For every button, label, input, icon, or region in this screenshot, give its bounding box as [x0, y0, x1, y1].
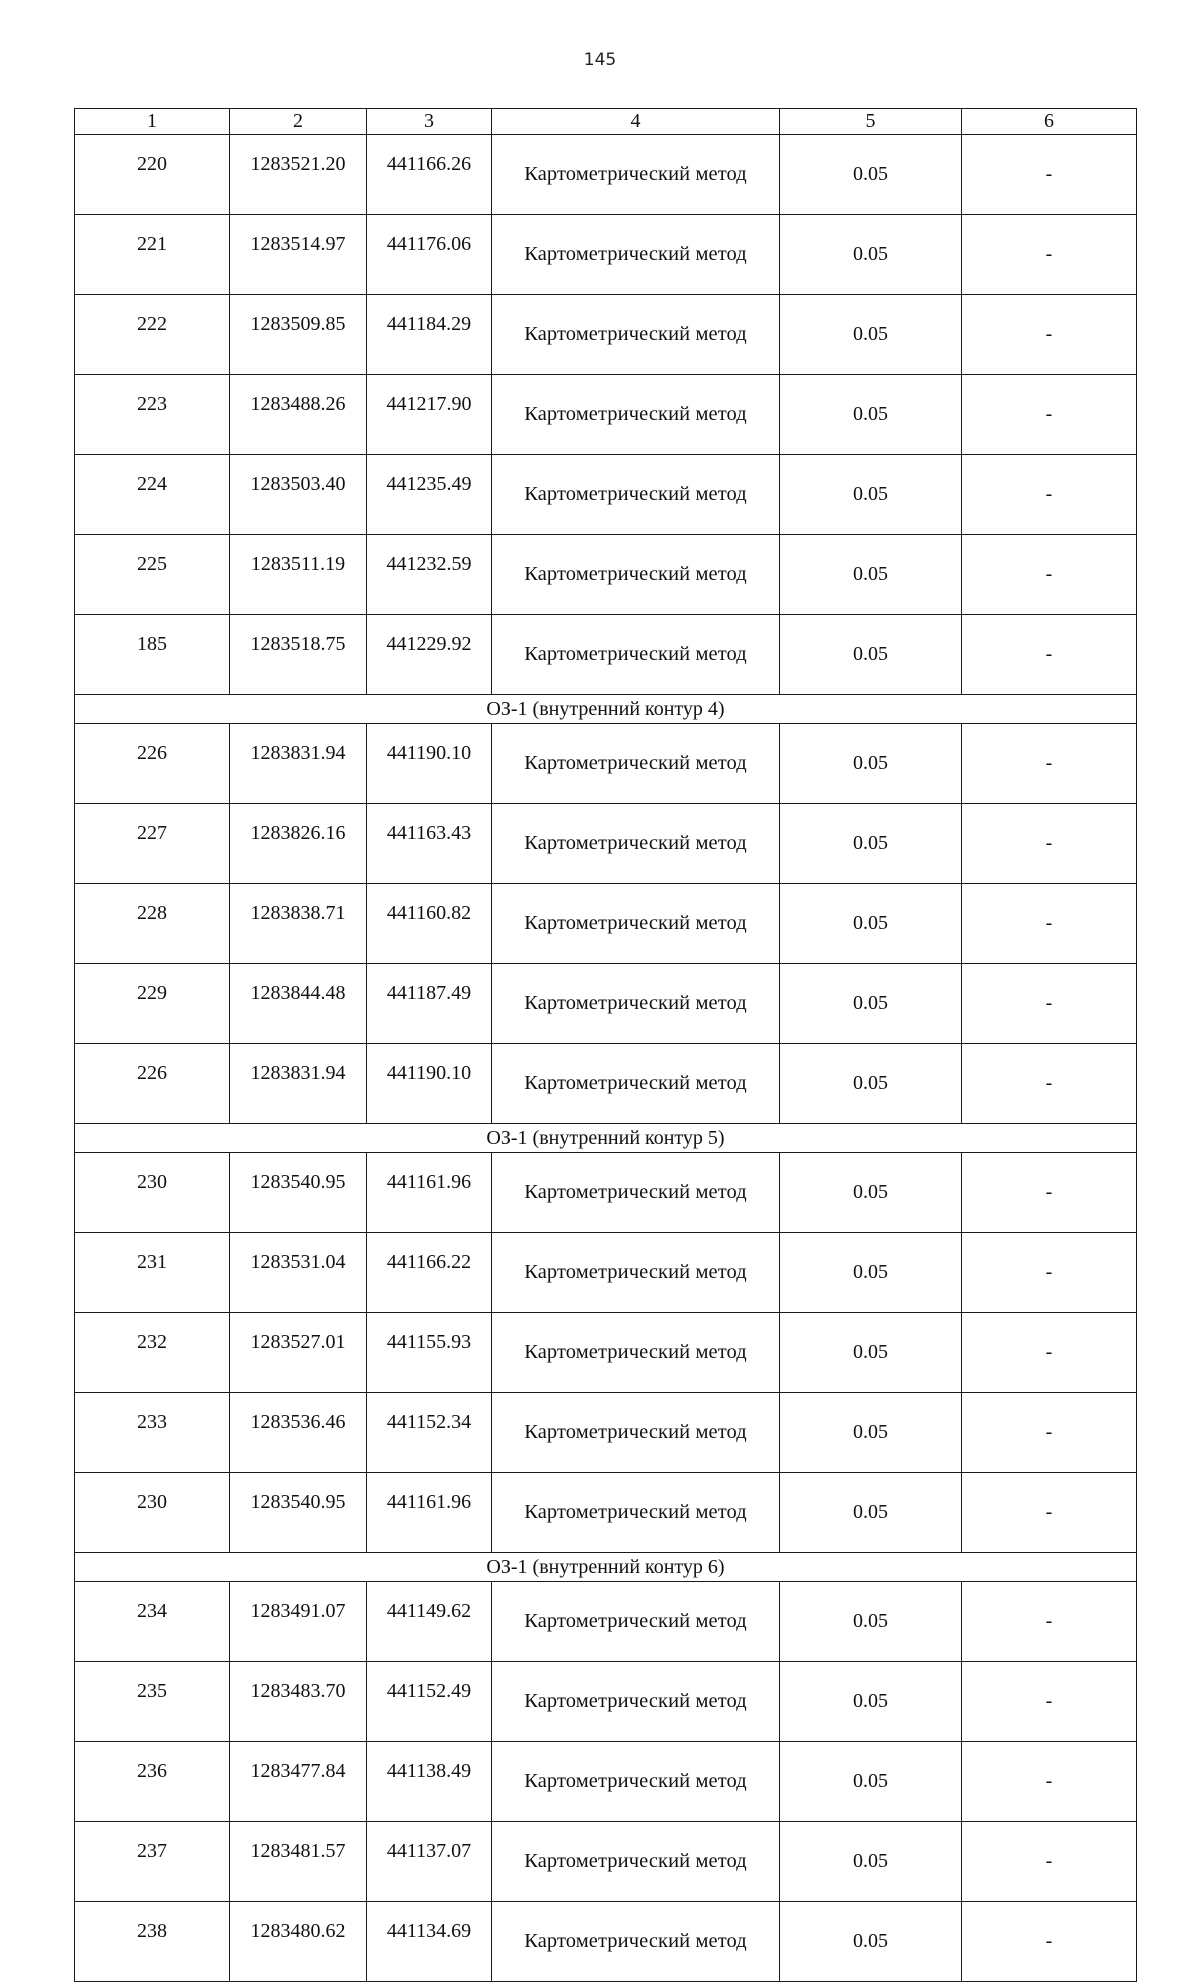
point-number-cell: 234 [75, 1582, 230, 1662]
table-row [75, 964, 1137, 1044]
accuracy-cell: 0.05 [780, 135, 962, 215]
x-coordinate-cell: 1283491.07 [230, 1582, 367, 1662]
point-number-cell: 222 [75, 295, 230, 375]
description-cell: - [962, 375, 1137, 455]
accuracy-cell: 0.05 [780, 455, 962, 535]
method-cell: Картометрический метод [492, 535, 780, 615]
y-coordinate-cell: 441166.22 [367, 1233, 492, 1313]
y-coordinate-cell: 441155.93 [367, 1313, 492, 1393]
y-coordinate-cell: 441149.62 [367, 1582, 492, 1662]
method-cell: Картометрический метод [492, 1902, 780, 1982]
description-cell: - [962, 215, 1137, 295]
y-coordinate-cell: 441217.90 [367, 375, 492, 455]
x-coordinate-cell: 1283503.40 [230, 455, 367, 535]
x-coordinate-cell: 1283838.71 [230, 884, 367, 964]
method-cell: Картометрический метод [492, 804, 780, 884]
accuracy-cell: 0.05 [780, 804, 962, 884]
description-cell: - [962, 615, 1137, 695]
accuracy-cell: 0.05 [780, 1582, 962, 1662]
description-cell: - [962, 964, 1137, 1044]
column-header: 6 [962, 109, 1137, 135]
accuracy-cell: 0.05 [780, 724, 962, 804]
point-number-cell: 185 [75, 615, 230, 695]
x-coordinate-cell: 1283540.95 [230, 1473, 367, 1553]
y-coordinate-cell: 441161.96 [367, 1153, 492, 1233]
y-coordinate-cell: 441232.59 [367, 535, 492, 615]
table-row [75, 615, 1137, 695]
accuracy-cell: 0.05 [780, 1902, 962, 1982]
point-number-cell: 225 [75, 535, 230, 615]
point-number-cell: 221 [75, 215, 230, 295]
x-coordinate-cell: 1283509.85 [230, 295, 367, 375]
column-header: 2 [230, 109, 367, 135]
description-cell: - [962, 295, 1137, 375]
table-row [75, 1742, 1137, 1822]
table-row [75, 215, 1137, 295]
x-coordinate-cell: 1283527.01 [230, 1313, 367, 1393]
table-row [75, 1153, 1137, 1233]
column-header: 5 [780, 109, 962, 135]
point-number-cell: 237 [75, 1822, 230, 1902]
table-row [75, 724, 1137, 804]
accuracy-cell: 0.05 [780, 1473, 962, 1553]
table-row [75, 455, 1137, 535]
y-coordinate-cell: 441160.82 [367, 884, 492, 964]
method-cell: Картометрический метод [492, 1153, 780, 1233]
description-cell: - [962, 1233, 1137, 1313]
accuracy-cell: 0.05 [780, 1822, 962, 1902]
x-coordinate-cell: 1283831.94 [230, 724, 367, 804]
y-coordinate-cell: 441137.07 [367, 1822, 492, 1902]
description-cell: - [962, 1902, 1137, 1982]
section-title-row [75, 1124, 1137, 1153]
accuracy-cell: 0.05 [780, 615, 962, 695]
table-row [75, 1393, 1137, 1473]
table-row [75, 1822, 1137, 1902]
accuracy-cell: 0.05 [780, 215, 962, 295]
description-cell: - [962, 1822, 1137, 1902]
table-row [75, 1044, 1137, 1124]
x-coordinate-cell: 1283481.57 [230, 1822, 367, 1902]
point-number-cell: 226 [75, 724, 230, 804]
method-cell: Картометрический метод [492, 1582, 780, 1662]
x-coordinate-cell: 1283518.75 [230, 615, 367, 695]
method-cell: Картометрический метод [492, 884, 780, 964]
method-cell: Картометрический метод [492, 964, 780, 1044]
method-cell: Картометрический метод [492, 295, 780, 375]
table-row [75, 1313, 1137, 1393]
accuracy-cell: 0.05 [780, 884, 962, 964]
description-cell: - [962, 1662, 1137, 1742]
y-coordinate-cell: 441235.49 [367, 455, 492, 535]
table-row [75, 1902, 1137, 1982]
description-cell: - [962, 1313, 1137, 1393]
column-header: 3 [367, 109, 492, 135]
method-cell: Картометрический метод [492, 1473, 780, 1553]
accuracy-cell: 0.05 [780, 1044, 962, 1124]
point-number-cell: 238 [75, 1902, 230, 1982]
y-coordinate-cell: 441161.96 [367, 1473, 492, 1553]
accuracy-cell: 0.05 [780, 1313, 962, 1393]
y-coordinate-cell: 441138.49 [367, 1742, 492, 1822]
point-number-cell: 220 [75, 135, 230, 215]
point-number-cell: 224 [75, 455, 230, 535]
description-cell: - [962, 884, 1137, 964]
method-cell: Картометрический метод [492, 724, 780, 804]
section-title-row [75, 695, 1137, 724]
accuracy-cell: 0.05 [780, 535, 962, 615]
point-number-cell: 233 [75, 1393, 230, 1473]
method-cell: Картометрический метод [492, 1742, 780, 1822]
column-header: 1 [75, 109, 230, 135]
description-cell: - [962, 455, 1137, 535]
x-coordinate-cell: 1283826.16 [230, 804, 367, 884]
method-cell: Картометрический метод [492, 1313, 780, 1393]
accuracy-cell: 0.05 [780, 1393, 962, 1473]
accuracy-cell: 0.05 [780, 964, 962, 1044]
x-coordinate-cell: 1283511.19 [230, 535, 367, 615]
description-cell: - [962, 804, 1137, 884]
x-coordinate-cell: 1283844.48 [230, 964, 367, 1044]
method-cell: Картометрический метод [492, 615, 780, 695]
description-cell: - [962, 1153, 1137, 1233]
method-cell: Картометрический метод [492, 1662, 780, 1742]
description-cell: - [962, 1473, 1137, 1553]
x-coordinate-cell: 1283488.26 [230, 375, 367, 455]
x-coordinate-cell: 1283531.04 [230, 1233, 367, 1313]
accuracy-cell: 0.05 [780, 295, 962, 375]
table-row [75, 884, 1137, 964]
description-cell: - [962, 1044, 1137, 1124]
method-cell: Картометрический метод [492, 1822, 780, 1902]
section-title: ОЗ-1 (внутренний контур 6) [75, 1553, 1137, 1582]
point-number-cell: 236 [75, 1742, 230, 1822]
x-coordinate-cell: 1283536.46 [230, 1393, 367, 1473]
section-title-row [75, 1553, 1137, 1582]
point-number-cell: 231 [75, 1233, 230, 1313]
point-number-cell: 223 [75, 375, 230, 455]
table-row [75, 295, 1137, 375]
method-cell: Картометрический метод [492, 215, 780, 295]
point-number-cell: 230 [75, 1153, 230, 1233]
accuracy-cell: 0.05 [780, 1233, 962, 1313]
y-coordinate-cell: 441187.49 [367, 964, 492, 1044]
description-cell: - [962, 1742, 1137, 1822]
y-coordinate-cell: 441152.49 [367, 1662, 492, 1742]
y-coordinate-cell: 441190.10 [367, 724, 492, 804]
description-cell: - [962, 1393, 1137, 1473]
point-number-cell: 227 [75, 804, 230, 884]
y-coordinate-cell: 441229.92 [367, 615, 492, 695]
section-title: ОЗ-1 (внутренний контур 4) [75, 695, 1137, 724]
point-number-cell: 232 [75, 1313, 230, 1393]
x-coordinate-cell: 1283540.95 [230, 1153, 367, 1233]
y-coordinate-cell: 441163.43 [367, 804, 492, 884]
x-coordinate-cell: 1283831.94 [230, 1044, 367, 1124]
column-header: 4 [492, 109, 780, 135]
method-cell: Картометрический метод [492, 375, 780, 455]
description-cell: - [962, 535, 1137, 615]
table-row [75, 1233, 1137, 1313]
coordinates-table [74, 108, 1137, 1982]
point-number-cell: 230 [75, 1473, 230, 1553]
y-coordinate-cell: 441176.06 [367, 215, 492, 295]
y-coordinate-cell: 441190.10 [367, 1044, 492, 1124]
point-number-cell: 226 [75, 1044, 230, 1124]
accuracy-cell: 0.05 [780, 1153, 962, 1233]
y-coordinate-cell: 441134.69 [367, 1902, 492, 1982]
y-coordinate-cell: 441152.34 [367, 1393, 492, 1473]
method-cell: Картометрический метод [492, 455, 780, 535]
point-number-cell: 228 [75, 884, 230, 964]
method-cell: Картометрический метод [492, 1044, 780, 1124]
table-header-row [75, 109, 1137, 135]
x-coordinate-cell: 1283477.84 [230, 1742, 367, 1822]
y-coordinate-cell: 441184.29 [367, 295, 492, 375]
x-coordinate-cell: 1283514.97 [230, 215, 367, 295]
description-cell: - [962, 1582, 1137, 1662]
y-coordinate-cell: 441166.26 [367, 135, 492, 215]
method-cell: Картометрический метод [492, 1233, 780, 1313]
table-body [75, 109, 1137, 1982]
accuracy-cell: 0.05 [780, 375, 962, 455]
table-row [75, 1473, 1137, 1553]
table-row [75, 375, 1137, 455]
method-cell: Картометрический метод [492, 135, 780, 215]
description-cell: - [962, 724, 1137, 804]
method-cell: Картометрический метод [492, 1393, 780, 1473]
x-coordinate-cell: 1283521.20 [230, 135, 367, 215]
x-coordinate-cell: 1283480.62 [230, 1902, 367, 1982]
table-row [75, 1582, 1137, 1662]
table-row [75, 135, 1137, 215]
section-title: ОЗ-1 (внутренний контур 5) [75, 1124, 1137, 1153]
page-number: 145 [583, 50, 617, 70]
accuracy-cell: 0.05 [780, 1662, 962, 1742]
accuracy-cell: 0.05 [780, 1742, 962, 1822]
point-number-cell: 229 [75, 964, 230, 1044]
table-row [75, 1662, 1137, 1742]
table-row [75, 804, 1137, 884]
x-coordinate-cell: 1283483.70 [230, 1662, 367, 1742]
table-row [75, 535, 1137, 615]
description-cell: - [962, 135, 1137, 215]
point-number-cell: 235 [75, 1662, 230, 1742]
